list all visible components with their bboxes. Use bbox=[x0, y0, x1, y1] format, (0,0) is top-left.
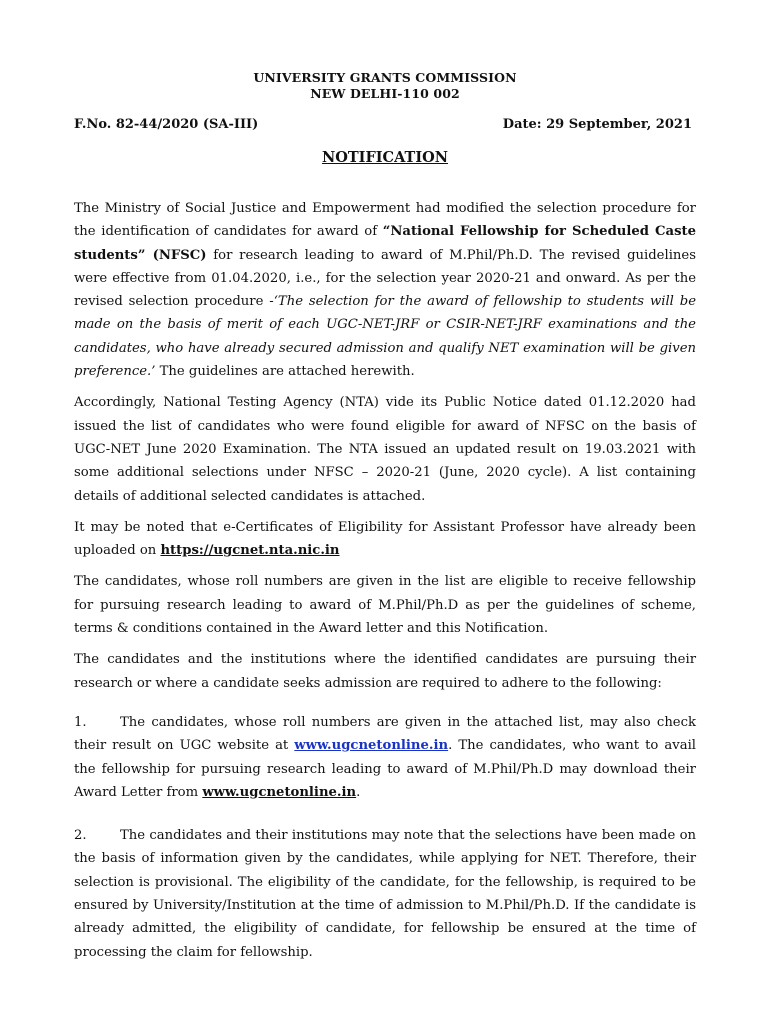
org-address: NEW DELHI-110 002 bbox=[310, 86, 460, 101]
paragraph-5: The candidates and the institutions where the identified candidates are pursuing their research or where a candidate seeks admission are required to adhere to the following: bbox=[74, 652, 696, 691]
paragraph-3 bbox=[74, 516, 696, 563]
p1-text-a: The Ministry of Social Justice and Empowerment had modified the selection procedure for the identification of candidates for award of bbox=[74, 201, 696, 240]
p1-text-c: The guidelines are attached herewith. bbox=[155, 364, 415, 380]
scheme-name: “National Fellowship for Scheduled Caste students” (NFSC) bbox=[74, 224, 697, 263]
p3-text: It may be noted that e-Certificates of Eligibility for Assistant Professor have already been uploaded on bbox=[74, 519, 696, 559]
item-2-text: The candidates and their institutions may note that the selections have been made on the basis of information given by the candidates, while applying for NET. Therefore, their selection is provisional. The eligibility of the candidate, for the fellowship, is required to be ensured by University/Institution at the time of admission to M.Phil/Ph.D. If the candidate is already admitted, the eligibility of candidate, for fellowship be ensured at the time of processing the claim for fellowship. bbox=[74, 828, 696, 960]
file-number: F.No. 82-44/2020 (SA-III) bbox=[74, 117, 259, 132]
item-1-text-b: . The candidates, who want to avail the fellowship for pursuing research leading to award of M.Phil/Ph.D may download their Award Letter from bbox=[74, 738, 696, 800]
notice-date: Date: 29 September, 2021 bbox=[502, 117, 692, 132]
document-body bbox=[74, 197, 696, 984]
paragraph-4: The candidates, whose roll numbers are given in the list are eligible to receive fellowship for pursuing research leading to award of M.Phil/Ph.D as per the guidelines of scheme, terms & conditions contained in the Award letter and this Notification. bbox=[74, 574, 696, 637]
paragraph-1 bbox=[74, 197, 696, 383]
ugc-website-link[interactable]: www.ugcnetonline.in bbox=[294, 738, 449, 754]
selection-quote: ‘The selection for the award of fellowship to students will be made on the basis of merit of each UGC-NET-JRF or CSIR-NET-JRF examinations and the candidates, who have already secured admission and qualify NET examination will be given preference.’ bbox=[74, 294, 697, 380]
nta-link[interactable]: https://ugcnet.nta.nic.in bbox=[160, 543, 340, 559]
list-item-1 bbox=[74, 711, 696, 804]
paragraph-2: Accordingly, National Testing Agency (NTA) vide its Public Notice dated 01.12.2020 had issued the list of candidates who were found eligible for award of NFSC on the basis of UGC-NET June 2020 Examination. The NTA issued an updated result on 19.03.2021 with some additional selections under NFSC – 2020-21 (June, 2020 cycle). A list containing details of additional selected candidates is attached. bbox=[74, 395, 696, 504]
p1-text-b: for research leading to award of M.Phil/Ph.D. The revised guidelines were effective from 01.04.2020, i.e., for the selection year 2020-21 and onward. As per the revised selection procedure - bbox=[74, 247, 696, 310]
page-title: NOTIFICATION bbox=[322, 149, 448, 166]
list-item-2 bbox=[74, 824, 696, 964]
org-name: UNIVERSITY GRANTS COMMISSION bbox=[253, 70, 517, 85]
item-1-text-a: The candidates, whose roll numbers are given in the attached list, may also check their result on UGC website at bbox=[74, 714, 696, 754]
item-1-text-c: . bbox=[356, 784, 361, 800]
award-letter-link[interactable]: www.ugcnetonline.in bbox=[202, 784, 357, 800]
item-1-number: 1. bbox=[74, 714, 87, 730]
item-2-number: 2. bbox=[74, 828, 87, 844]
